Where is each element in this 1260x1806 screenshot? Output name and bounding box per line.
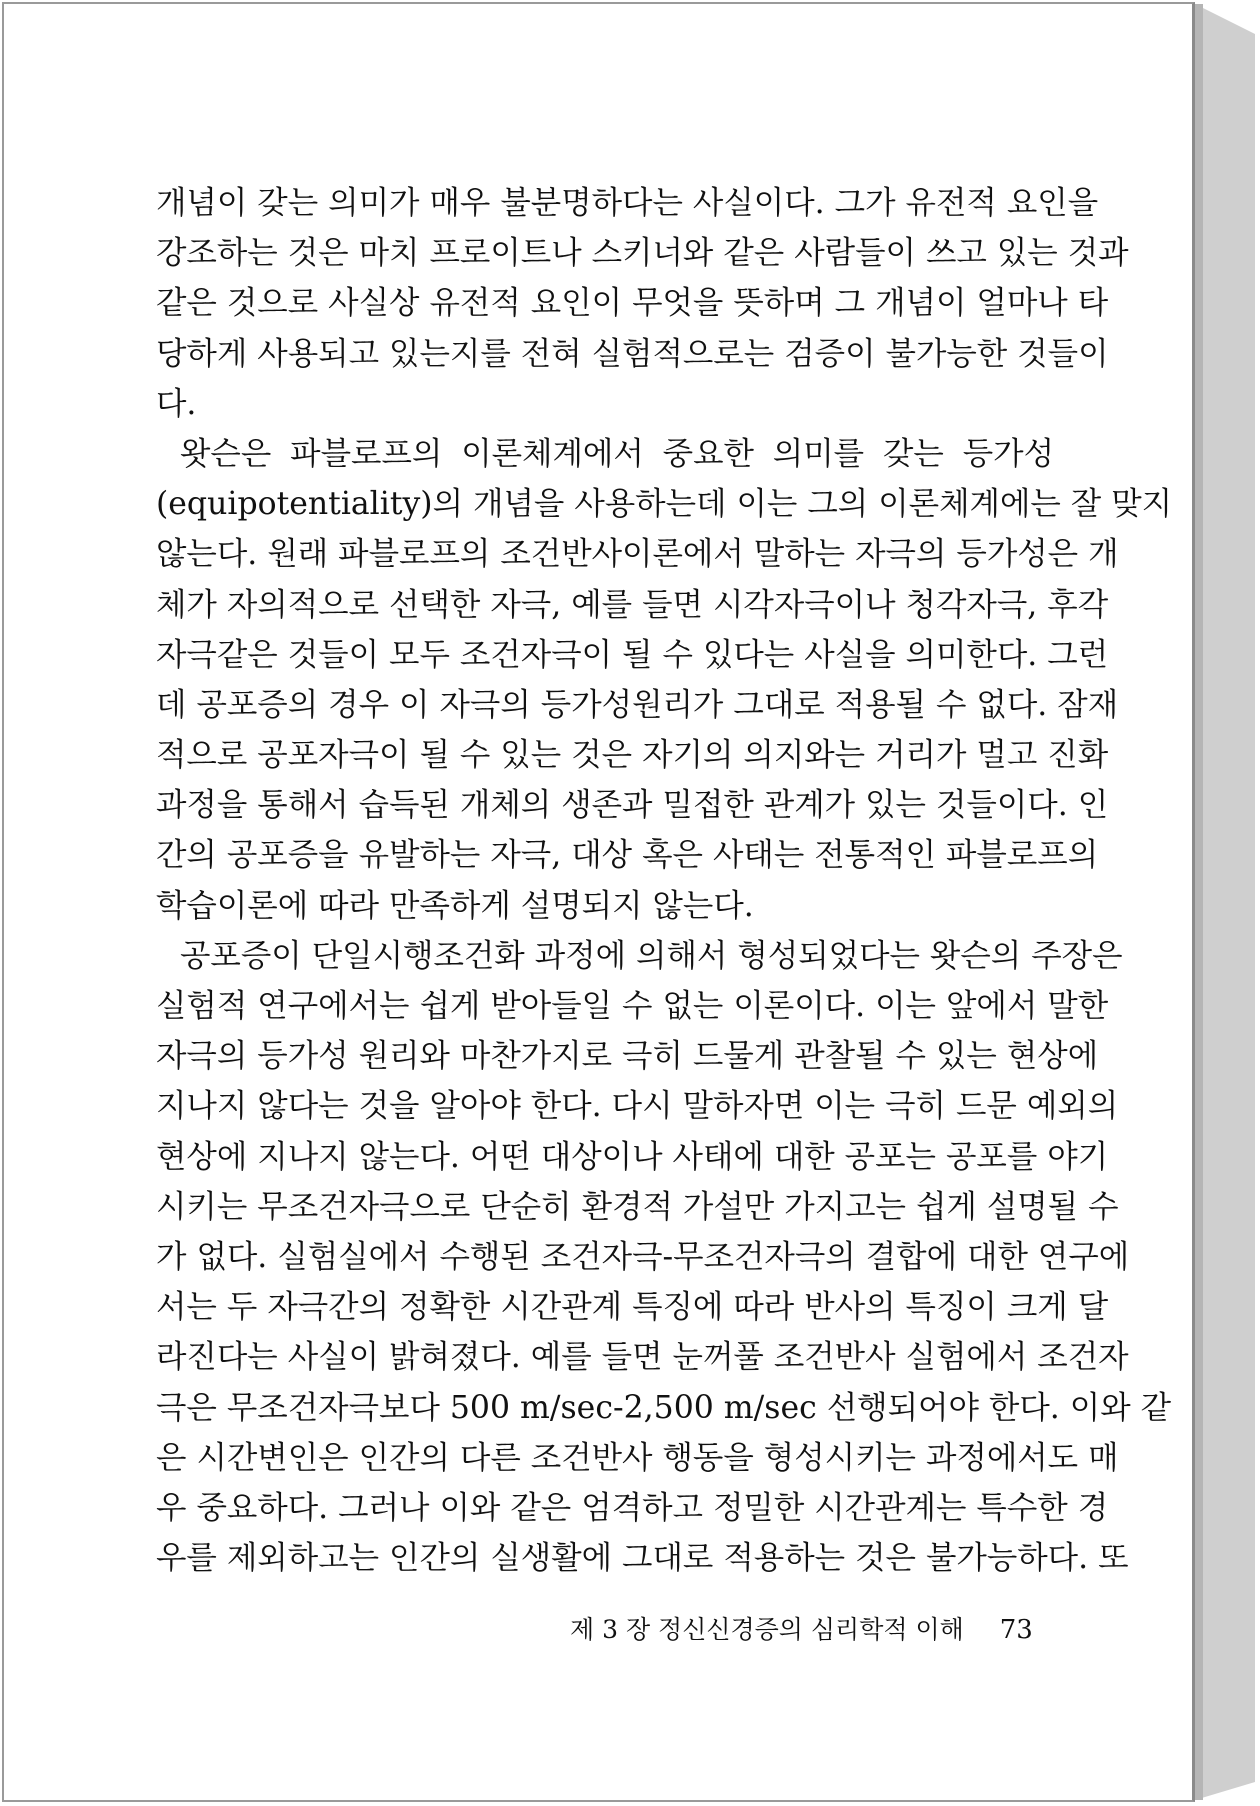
text-line: (equipotentiality)의 개념을 사용하는데 이는 그의 이론체계에는 잘 맞지 [156, 486, 1173, 523]
text-line: 강조하는 것은 마치 프로이트나 스키너와 같은 사람들이 쓰고 있는 것과 [156, 235, 1129, 272]
text-line: 지나지 않다는 것을 알아야 한다. 다시 말하자면 이는 극히 드문 예외의 [156, 1088, 1119, 1125]
text-line: 자극같은 것들이 모두 조건자극이 될 수 있다는 사실을 의미한다. 그런 [156, 636, 1109, 673]
text-line: 은 시간변인은 인간의 다른 조건반사 행동을 형성시키는 과정에서도 매 [156, 1439, 1119, 1476]
text-line: 우를 제외하고는 인간의 실생활에 그대로 적용하는 것은 불가능하다. 또 [156, 1540, 1129, 1577]
text-line: 우 중요하다. 그러나 이와 같은 엄격하고 정밀한 시간관계는 특수한 경 [156, 1489, 1109, 1526]
text-line: 실험적 연구에서는 쉽게 받아들일 수 없는 이론이다. 이는 앞에서 말한 [156, 988, 1109, 1024]
text-line: 않는다. 원래 파블로프의 조건반사이론에서 말하는 자극의 등가성은 개 [156, 536, 1119, 573]
body-text [156, 178, 1173, 1583]
text-line: 극은 무조건자극보다 500 m/sec-2,500 m/sec 선행되어야 한다. 이와 같 [156, 1389, 1172, 1426]
text-line: 간의 공포증을 유발하는 자극, 대상 혹은 사태는 전통적인 파블로프의 [156, 837, 1099, 874]
text-line: 왓슨은 파블로프의 이론체계에서 중요한 의미를 갖는 등가성 [180, 435, 1054, 472]
text-line: 서는 두 자극간의 정확한 시간관계 특징에 따라 반사의 특징이 크게 달 [156, 1289, 1109, 1326]
text-line: 개념이 갖는 의미가 매우 불분명하다는 사실이다. 그가 유전적 요인을 [156, 185, 1099, 221]
page-edge [1195, 4, 1255, 1800]
text-line: 공포증이 단일시행조건화 과정에 의해서 형성되었다는 왓슨의 주장은 [180, 937, 1123, 974]
text-line: 라진다는 사실이 밝혀졌다. 예를 들면 눈꺼풀 조건반사 실험에서 조건자 [156, 1339, 1129, 1376]
page-edge-shadow [1195, 4, 1203, 1800]
text-line: 학습이론에 따라 만족하게 설명되지 않는다. [156, 887, 754, 924]
text-line: 자극의 등가성 원리와 마찬가지로 극히 드물게 관찰될 수 있는 현상에 [156, 1038, 1099, 1075]
page-footer [570, 1610, 1033, 1646]
chapter-title: 제 3 장 정신신경증의 심리학적 이해 [570, 1615, 964, 1644]
text-line: 현상에 지나지 않는다. 어떤 대상이나 사태에 대한 공포는 공포를 야기 [156, 1138, 1109, 1175]
text-line: 체가 자의적으로 선택한 자극, 예를 들면 시각자극이나 청각자극, 후각 [156, 586, 1109, 623]
page-number: 73 [999, 1615, 1033, 1645]
text-line: 과정을 통해서 습득된 개체의 생존과 밀접한 관계가 있는 것들이다. 인 [156, 787, 1109, 824]
text-line: 데 공포증의 경우 이 자극의 등가성원리가 그대로 적용될 수 없다. 잠재 [156, 686, 1119, 723]
text-line: 적으로 공포자극이 될 수 있는 것은 자기의 의지와는 거리가 멀고 진화 [156, 737, 1109, 774]
text-line: 당하게 사용되고 있는지를 전혀 실험적으로는 검증이 불가능한 것들이 [156, 335, 1109, 372]
text-line: 가 없다. 실험실에서 수행된 조건자극-무조건자극의 결합에 대한 연구에 [156, 1238, 1130, 1275]
text-line: 다. [156, 385, 197, 422]
text-line: 같은 것으로 사실상 유전적 요인이 무엇을 뜻하며 그 개념이 얼마나 타 [156, 285, 1109, 322]
text-line: 시키는 무조건자극으로 단순히 환경적 가설만 가지고는 쉽게 설명될 수 [156, 1188, 1119, 1225]
